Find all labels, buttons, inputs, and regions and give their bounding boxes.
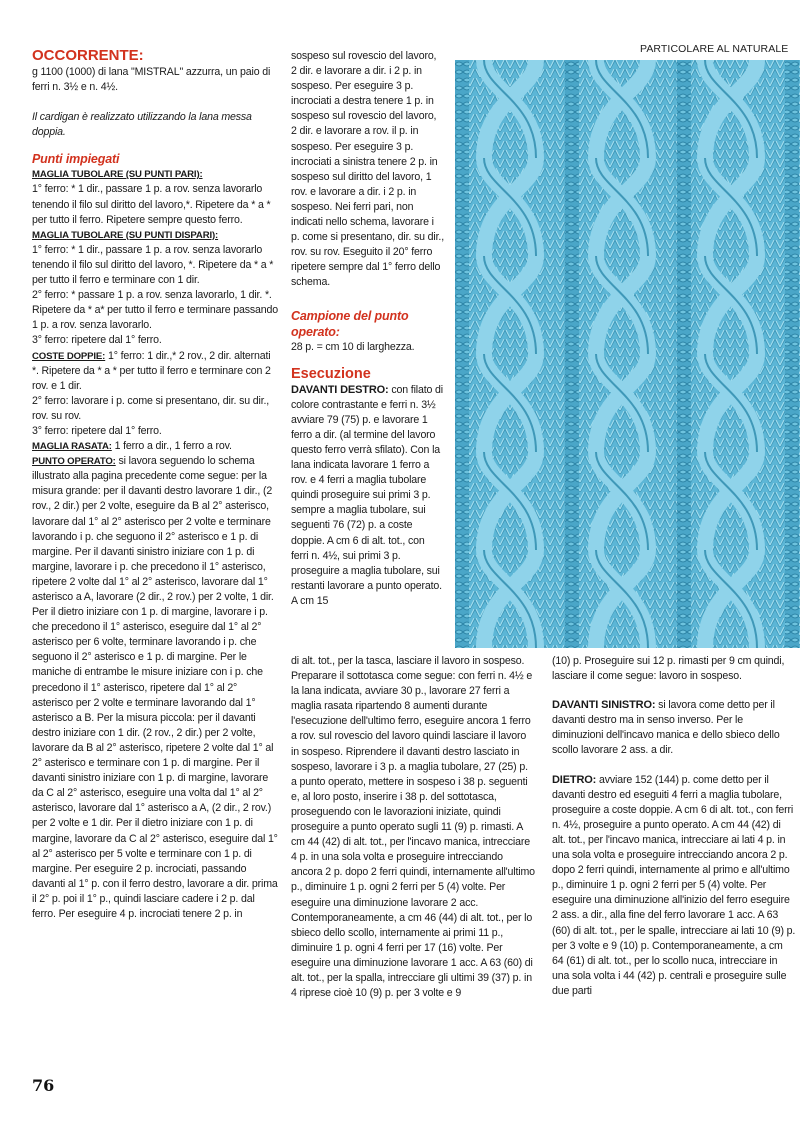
- davanti-destro-label: DAVANTI DESTRO:: [291, 383, 389, 396]
- dietro-text: avviare 152 (144) p. come detto per il davanti destro ed eseguiti 4 ferri a maglia tubolare, proseguire a coste doppie. A cm 6 di alt. tot., con ferri n. 4½, proseguire a punto operato. A cm 44 (42) di alt. tot., per l'incavo manica, intrecciare ai lati 4 p. in una sola volta e proseguire intrecciando ancora 2 p. dopo 2 ferri quindi, internamente al primo e all'ultimo p., diminuire 1 p. ogni 2 ferri per 5 (4) volte. Per eseguire una diminuzione all'inizio del ferro eseguire 2 ass. a dir., alla fine del ferro lavorare 1 acc. A 63 (60) di alt. tot., per le spalle, intrecciare ai lati 10 (9) p. per 3 volte e 9 (10) p. Contemporaneamente, a cm 64 (61) di alt. tot., per lo scollo nuca, intrecciare in una sola volta i 44 (42) p. centrali e proseguire sulle due parti: [552, 773, 796, 997]
- maglia-tubolare-dispari-label: MAGLIA TUBOLARE (SU PUNTI DISPARI):: [32, 229, 219, 241]
- column-left: [32, 47, 278, 922]
- rib-column: [455, 60, 469, 648]
- davanti-destro-end: (10) p. Proseguire sui 12 p. rimasti per 9 cm quindi, lasciare il come segue: lavoro in sospeso.: [552, 655, 785, 683]
- occorrente-text: g 1100 (1000) di lana "MISTRAL" azzurra, un paio di ferri n. 3½ e n. 4½.: [32, 66, 271, 94]
- column-middle: [291, 49, 444, 609]
- davanti-sinistro-text: si lavora come detto per il davanti destro ma in senso inverso. Per le diminuzioni dell'incavo manica e dello sbieco dello scollo lavorare 2 ass. a dir.: [552, 699, 780, 757]
- cardigan-note: Il cardigan è realizzato utilizzando la lana messa doppia.: [32, 111, 252, 139]
- cross-stitch-instructions: sospeso sul rovescio del lavoro, 2 dir. e lavorare a dir. i 2 p. in sospeso. Per eseguire 3 p. incrociati a destra tenere 1 p. in sospeso sul rovescio del lavoro, 2 dir. e lavorare a rov. il p. in sospeso. Per eseguire 3 p. incrociati a sinistra tenere 2 p. in sospeso sul diritto del lavoro, 1 rov. e lavorare a dir. i 2 p. in sospeso. Nei ferri pari, non indicati nello schema, lavorare i p. come si presentano, dir. su dir., rov. su rov. Eseguito il 20° ferro ripetere sempre dal 1° ferro dello schema.: [291, 50, 444, 289]
- davanti-destro-text: con filato di colore contrastante e ferri n. 3½ avviare 79 (75) p. e lavorare 1 ferro a dir. (al termine del lavoro questo ferro verrà sfilato). Con la lana indicata lavorare 1 ferro a rov. e 4 ferri a maglia tubolare quindi proseguire sui primi 3 p. sempre a maglia tubolare, sui seguenti 76 (72) p. a coste doppie. A cm 6 di alt. tot., con ferri n. 4½, sui primi 3 p. proseguire a maglia tubolare, sui restanti lavorare a punto operato. A cm 15: [291, 383, 443, 607]
- maglia-rasata-label: MAGLIA RASATA:: [32, 441, 112, 453]
- coste-doppie-row2: 2° ferro: lavorare i p. come si presentano, dir. su dir., rov. su rov.: [32, 394, 270, 422]
- maglia-tubolare-dispari-row3: 3° ferro: ripetere dal 1° ferro.: [32, 334, 162, 347]
- column-right-bottom: [552, 654, 796, 999]
- maglia-tubolare-pari-text: 1° ferro: * 1 dir., passare 1 p. a rov. senza lavorarlo tenendo il filo sul diritto del lavoro,*. Ripetere da * a * per tutto il ferro. Ripetere sempre questo ferro.: [32, 183, 271, 226]
- coste-doppie-row3: 3° ferro: ripetere dal 1° ferro.: [32, 424, 162, 437]
- campione-text: 28 p. = cm 10 di larghezza.: [291, 340, 415, 353]
- coste-doppie-row1: 1° ferro: 1 dir.,* 2 rov., 2 dir. alternati *. Ripetere da * a * per tutto il ferro e terminare con 2 rov. e 1 dir.: [32, 349, 271, 392]
- punti-impiegati-heading: Punti impiegati: [32, 152, 120, 167]
- maglia-rasata-text: 1 ferro a dir., 1 ferro a rov.: [114, 440, 232, 453]
- column-middle-bottom: [291, 654, 536, 1001]
- rib-column: [785, 60, 799, 648]
- occorrente-heading: OCCORRENTE:: [32, 47, 144, 64]
- rib-column: [677, 60, 691, 648]
- davanti-destro-continued: di alt. tot., per la tasca, lasciare il lavoro in sospeso. Preparare il sottotasca come segue: con ferri n. 4½ e la lana indicata, avviare 30 p., lavorare 27 ferri a maglia rasata ripartendo 8 aumenti durante l'esecuzione dell'ultimo ferro, eseguire ancora 1 ferro a rov. sul rovescio del lavoro quindi lasciare il lavoro in sospeso. Riprendere il davanti destro lasciato in sospeso, lavorare i 3 p. a maglia tubolare, 27 (25) p. a punto operato, mettere in sospeso i 38 p. seguenti e, al loro posto, inserire i 38 p. del sottotasca, proseguendo con le lavorazioni iniziate, quindi proseguire a punto operato sugli 11 (9) p. rimasti. A cm 44 (42) di alt. tot., per l'incavo manica, intrecciare 4 p. in una sola volta e proseguire intrecciando ancora 2 p. dopo 2 ferri quindi, internamente all'ultimo p., diminuire 1 p. ogni 2 ferri per 5 (4) volte. Per eseguire una diminuzione lavorare 2 acc. Contemporaneamente, a cm 46 (44) di alt. tot., per lo sbieco dello scollo, internamente ai primi 11 p., diminuire 1 p. ogni 4 ferri per 17 (16) volte. Per eseguire una diminuzione lavorare 1 acc. A 63 (60) di alt. tot., per la spalla, intrecciare gli ultimi 39 (37) p. in 4 riprese cioè 10 (9) p. per 3 volte e 9: [291, 655, 535, 1000]
- punto-operato-label: PUNTO OPERATO:: [32, 456, 116, 468]
- maglia-tubolare-dispari-row1: 1° ferro: * 1 dir., passare 1 p. a rov. senza lavorarlo tenendo il filo sul diritto del lavoro, *. Ripetere da * a * per tutto il ferro e terminare con 1 dir.: [32, 243, 274, 287]
- section-header-label: PARTICOLARE AL NATURALE: [640, 43, 789, 55]
- davanti-sinistro-label: DAVANTI SINISTRO:: [552, 699, 656, 712]
- coste-doppie-label: COSTE DOPPIE:: [32, 350, 106, 362]
- maglia-tubolare-pari-label: MAGLIA TUBOLARE (SU PUNTI PARI):: [32, 169, 203, 181]
- esecuzione-heading: Esecuzione: [291, 365, 371, 382]
- punto-operato-text: si lavora seguendo lo schema illustrato alla pagina precedente come segue: per la misura grande: per il davanti destro lavorare 1 dir., (2 rov., 2 dir.) per 2 volte, eseguire da B al 2° asterisco, lavorare dal 1° al 2° asterisco per 2 volte e terminare lavorando i p. che seguono il 2° asterisco e 1 p. di margine. Per il davanti sinistro iniziare con 1 p. di margine, lavorare i p. che precedono il 1° asterisco, ripetere 2 volte dal 1° al 2° asterisco, lavorare dal 1° asterisco a A, lavorare (2 dir., 2 rov.) per 2 volte, 1 dir. Per il dietro iniziare con 1 p. di margine, lavorare i p. che precedono il 1° asterisco, eseguire dal 1° al 2° asterisco per 6 volte, terminare lavorando i p. che seguono il 2° asterisco e 1 p. di margine. Per le maniche di entrambe le misure iniziare con i p. che precedono il 1° asterisco, ripetere dal 1° al 2° asterisco per 2 volte e terminare lavorando dal 1° asterisco a B. Per la misura piccola: per il davanti destro iniziare con 1 dir. (2 rov., 2 dir.) per 2 volte, lavorare da B al 2° asterisco, ripetere 2 volte dal 1° al 2° asterisco e terminare con 1 p. di margine. Per il davanti sinistro iniziare con 1 p. di margine, lavorare da C al 2° asterisco, eseguire una volta dal 1° al 2° asterisco, lavorare dal 1° asterisco a A, (2 dir., 2 rov.) per 2 volte e 1 dir. Per il dietro iniziare con 1 p. di margine, lavorare da C al 2° asterisco, eseguire dal 1° al 2° asterisco per 5 volte e terminare con 1 p. di margine. Per eseguire 2 p. incrociati, passando davanti al 1° p. con il ferro destro, lavorare a dir. prima il 2° p. poi il 1° p., quindi lasciare cadere i 2 p. dal ferro. Per eseguire 4 p. incrociati tenere 2 p. in: [32, 455, 278, 920]
- page-number: 76: [32, 1076, 55, 1095]
- rib-column: [565, 60, 579, 648]
- dietro-label: DIETRO:: [552, 773, 597, 786]
- maglia-tubolare-dispari-row2: 2° ferro: * passare 1 p. a rov. senza lavorarlo, 1 dir. *. Ripetere da * a* per tutto il ferro e terminare passando 1 p. a rov. senza lavorarlo.: [32, 289, 278, 332]
- campione-heading: Campione del punto operato:: [291, 308, 409, 339]
- knit-cable-photo: [455, 60, 800, 648]
